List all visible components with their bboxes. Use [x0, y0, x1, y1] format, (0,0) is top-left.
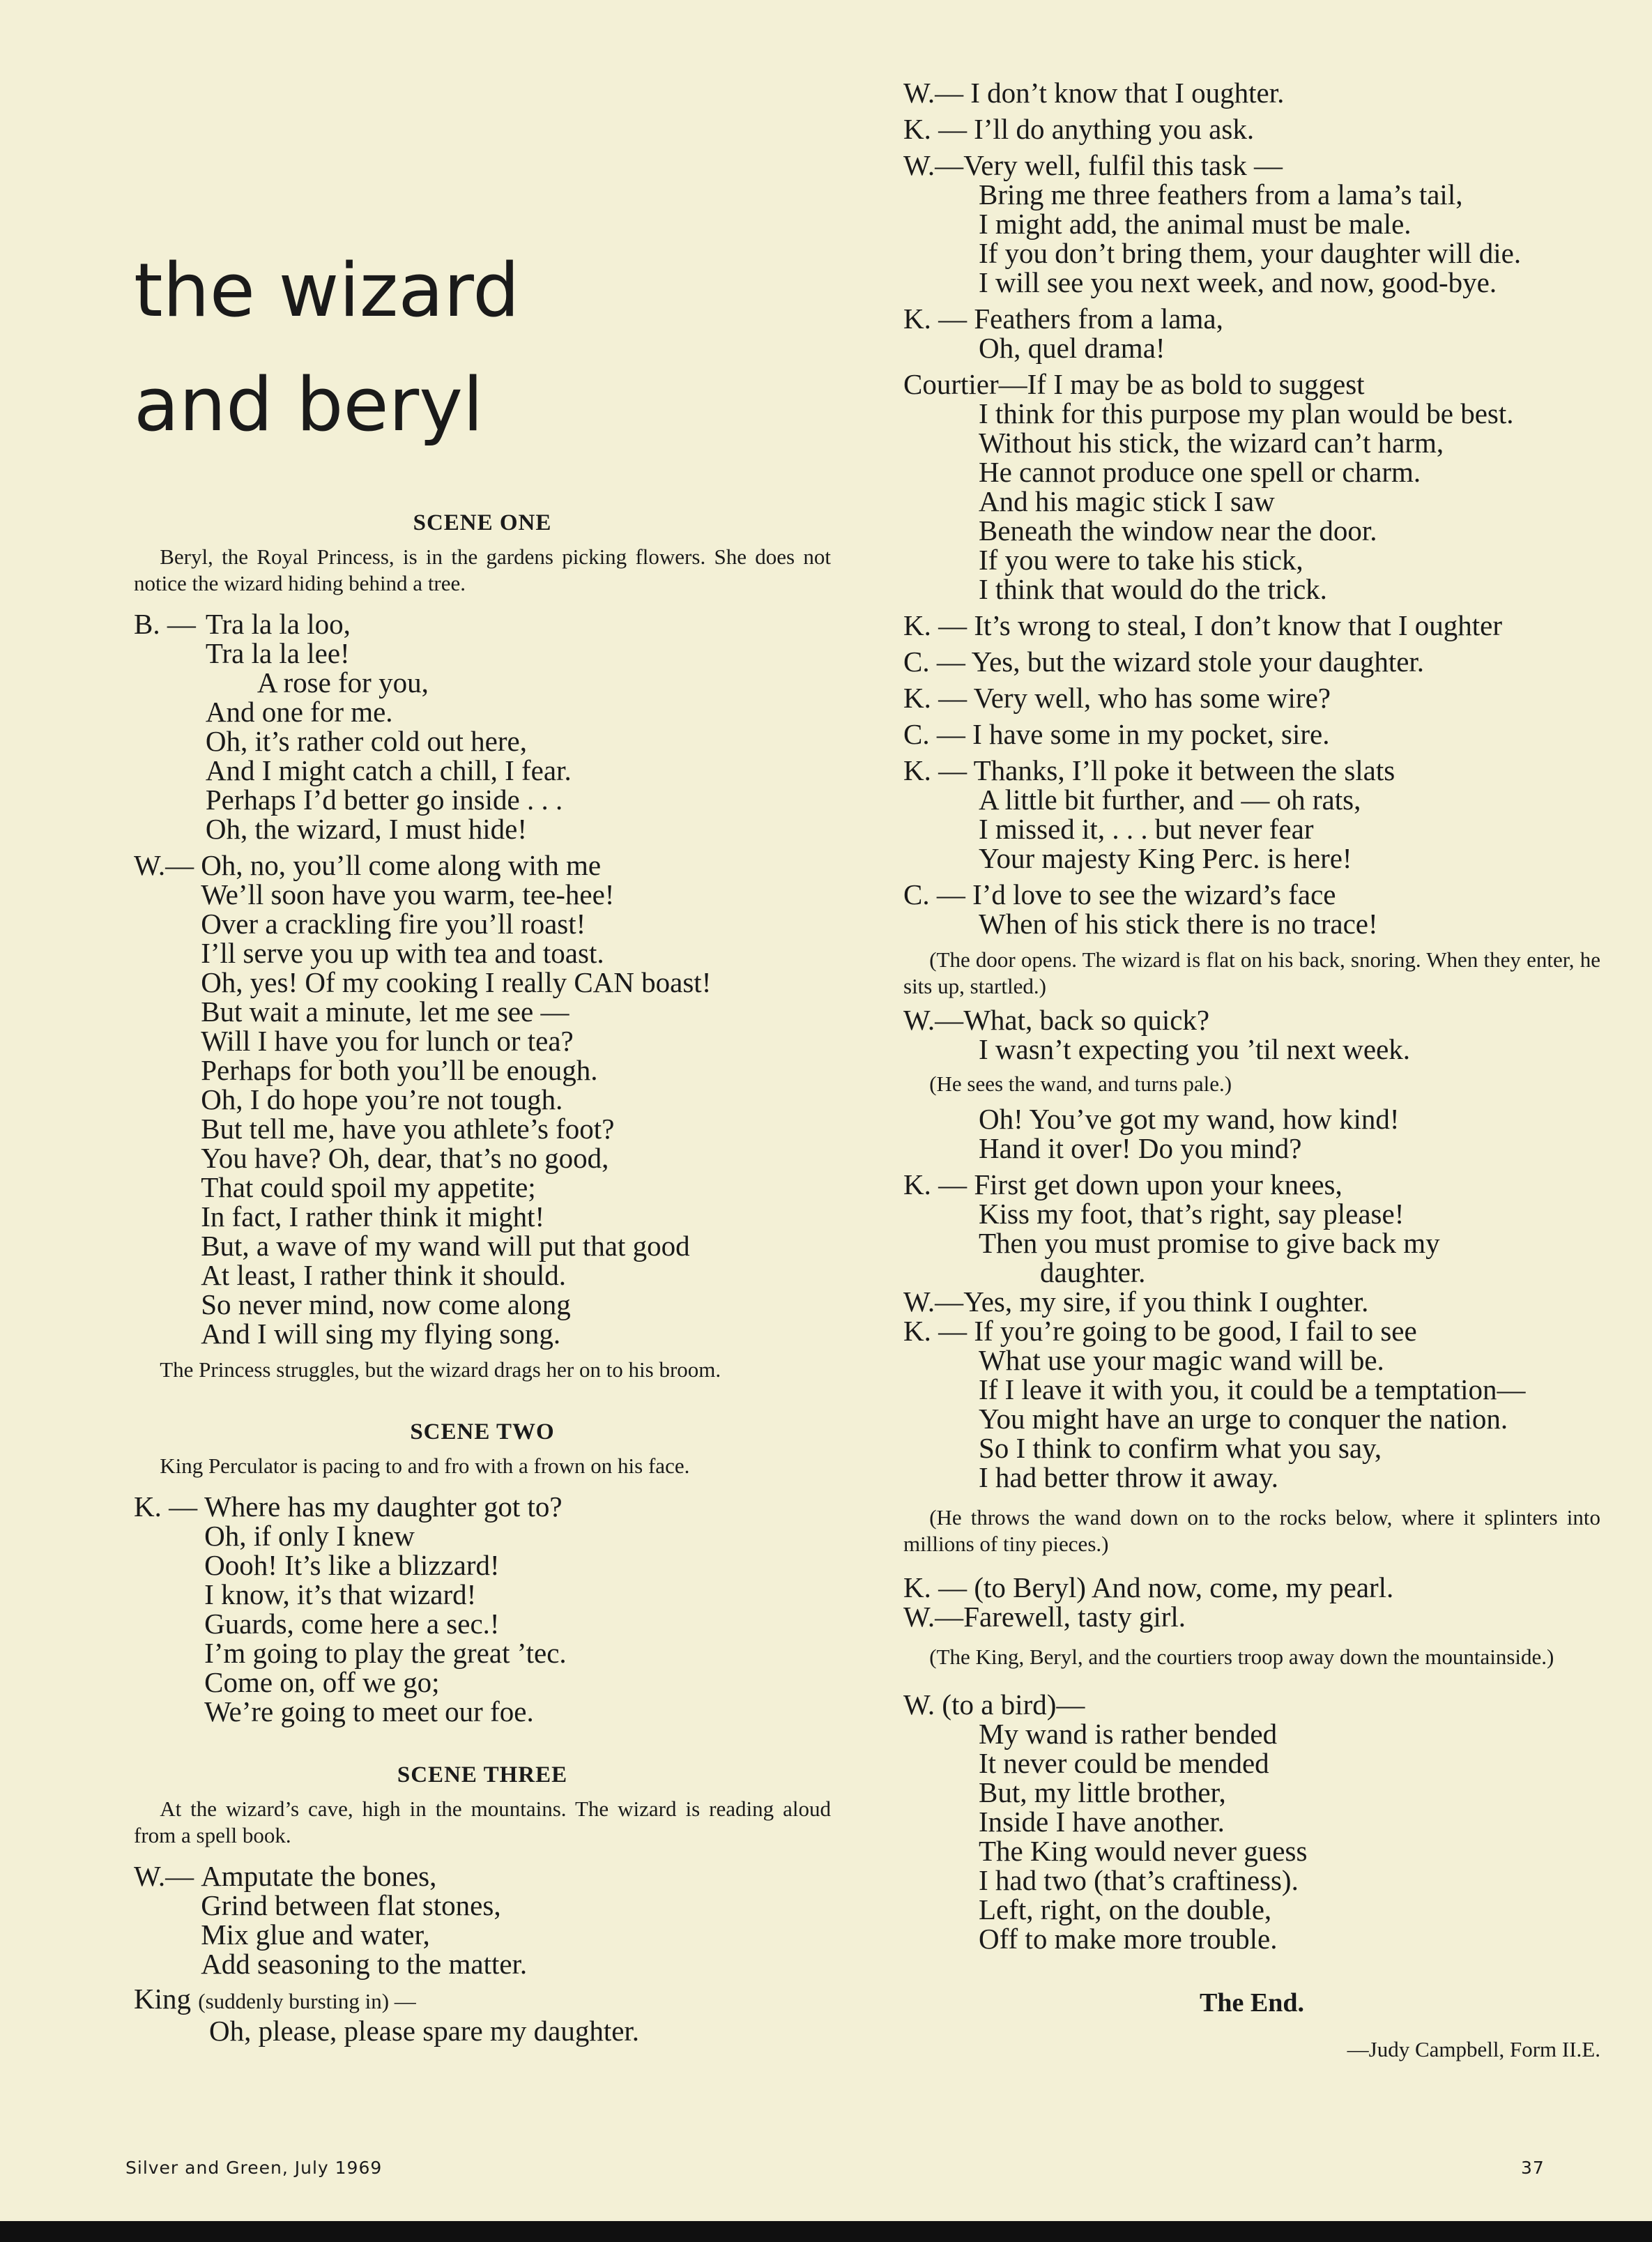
- verse-line: Grind between flat stones,: [201, 1889, 501, 1921]
- speaker-label: W.—: [903, 77, 964, 109]
- speaker-label: K. —: [903, 1168, 968, 1200]
- verse-line: Perhaps for both you’ll be enough.: [201, 1054, 598, 1086]
- stage-direction: (The door opens. The wizard is flat on his back, snoring. When they enter, he sits up, startled.): [903, 947, 1600, 998]
- verse-line: Oh, the wizard, I must hide!: [205, 813, 527, 845]
- title-line-2: and beryl: [134, 362, 484, 448]
- verse-line: Oooh! It’s like a blizzard!: [204, 1549, 500, 1581]
- verse-line: Yes, but the wizard stole your daughter.: [971, 646, 1425, 678]
- speech-wizard-wand: [903, 1104, 1600, 1163]
- verse-line: Very well, fulfil this task —: [963, 149, 1283, 181]
- speech-line: [903, 647, 1600, 676]
- verse-line: Without his stick, the wizard can’t harm,: [979, 427, 1444, 459]
- verse-line: I’m going to play the great ’tec.: [204, 1637, 567, 1669]
- verse-line: A little bit further, and — oh rats,: [979, 784, 1361, 816]
- speaker-label: King: [134, 1983, 191, 2015]
- verse-line: What, back so quick?: [963, 1004, 1210, 1036]
- speech-line: [903, 683, 1600, 712]
- speech-king-slats: [903, 756, 1600, 873]
- left-column: [134, 508, 831, 2045]
- verse-line: The King would never guess: [979, 1835, 1308, 1867]
- speaker-label: W.—: [903, 1004, 964, 1036]
- speaker-label: Courtier—: [903, 368, 1027, 400]
- verse-line: I missed it, . . . but never fear: [979, 813, 1314, 845]
- speech-first-line: [903, 1316, 1600, 1345]
- verse-line: Oh, yes! Of my cooking I really CAN boast!: [201, 966, 712, 998]
- verse-line: I wasn’t expecting you ’til next week.: [979, 1033, 1411, 1065]
- verse-line: Then you must promise to give back my: [979, 1227, 1440, 1259]
- verse-line: Over a crackling fire you’ll roast!: [201, 908, 586, 940]
- title-line-1: the wizard: [134, 247, 520, 333]
- verse-line: Tra la la loo,: [205, 608, 351, 640]
- scene-three-stage-direction: At the wizard’s cave, high in the mountains. The wizard is reading aloud from a spell book.: [134, 1797, 831, 1847]
- verse-line: Inside I have another.: [979, 1806, 1225, 1838]
- verse-line: It never could be mended: [979, 1747, 1269, 1779]
- verse-line: Farewell, tasty girl.: [963, 1601, 1186, 1633]
- speaker-label: K. —: [903, 303, 968, 335]
- verse-line: Amputate the bones,: [201, 1860, 437, 1892]
- the-end-label: The End.: [1200, 1988, 1304, 2018]
- speech-first-line: [903, 1602, 1600, 1631]
- speech-wizard-bird: [903, 1690, 1600, 1953]
- verse-line: I don’t know that I oughter.: [970, 77, 1285, 109]
- verse-line: Hand it over! Do you mind?: [979, 1132, 1302, 1164]
- speaker-label: K. —: [903, 1571, 968, 1603]
- verse-line: I will see you next week, and now, good-bye.: [979, 266, 1497, 298]
- verse-line: Guards, come here a sec.!: [204, 1608, 500, 1640]
- stage-direction: (He throws the wand down on to the rocks below, where it splinters into millions of tiny pieces.): [903, 1505, 1600, 1556]
- king-speaker-line: [134, 1984, 831, 2016]
- verse-line: Bring me three feathers from a lama’s tail,: [979, 178, 1463, 211]
- speech-courtier: [903, 369, 1600, 604]
- verse-line: But, a wave of my wand will put that good: [201, 1230, 690, 1262]
- verse-line: I know, it’s that wizard!: [204, 1578, 477, 1610]
- verse-line: Oh, no, you’ll come along with me: [201, 849, 602, 881]
- verse-line: It’s wrong to steal, I don’t know that I oughter: [974, 609, 1502, 641]
- verse-line: I might add, the animal must be male.: [979, 208, 1412, 240]
- footer-publication: Silver and Green, July 1969: [125, 2158, 383, 2178]
- page-number: 37: [1521, 2158, 1545, 2178]
- speaker-label: C. —: [903, 718, 965, 750]
- verse-line: I’ll serve you up with tea and toast.: [201, 937, 604, 969]
- speaker-label: C. —: [903, 646, 965, 678]
- scene-one-stage-direction: Beryl, the Royal Princess, is in the gardens picking flowers. She does not notice the wizard hiding behind a tree.: [134, 544, 831, 595]
- verse-line: First get down upon your knees,: [974, 1168, 1343, 1200]
- speaker-label: C. —: [903, 878, 965, 910]
- speech-beryl: [134, 609, 831, 844]
- speech-line: [903, 1287, 1600, 1316]
- speech-king-feathers: [903, 304, 1600, 363]
- verse-line: So never mind, now come along: [201, 1288, 571, 1320]
- verse-line: Kiss my foot, that’s right, say please!: [979, 1198, 1405, 1230]
- verse-line: My wand is rather bended: [979, 1718, 1278, 1750]
- verse-line: I think that would do the trick.: [979, 573, 1327, 605]
- speech-first-line: [903, 1287, 1600, 1316]
- verse-line: Add seasoning to the matter.: [201, 1948, 528, 1980]
- speech-first-line: [903, 304, 1600, 333]
- verse-line: Thanks, I’ll poke it between the slats: [973, 754, 1395, 786]
- speech-first-line: [903, 1573, 1600, 1602]
- speech-king-interrupt: [134, 1984, 831, 2045]
- speech-king-nation: [903, 1316, 1600, 1492]
- speech-first-line: [903, 151, 1600, 180]
- verse-line: If you were to take his stick,: [979, 544, 1303, 576]
- right-column: [903, 78, 1600, 2064]
- verse-line: At least, I rather think it should.: [201, 1259, 566, 1291]
- verse-line: In fact, I rather think it might!: [201, 1200, 545, 1233]
- verse-line: Oh, it’s rather cold out here,: [205, 725, 527, 757]
- page-title: [134, 234, 733, 462]
- verse-line: But tell me, have you athlete’s foot?: [201, 1113, 615, 1145]
- stage-direction: (The King, Beryl, and the courtiers troop away down the mountainside.): [929, 1645, 1554, 1669]
- verse-line: That could spoil my appetite;: [201, 1171, 536, 1203]
- verse-line: Feathers from a lama,: [974, 303, 1223, 335]
- speech-courtier-face: [903, 880, 1600, 938]
- verse-line: Come on, off we go;: [204, 1666, 440, 1698]
- speaker-label: K. —: [134, 1490, 198, 1523]
- speaker-label: K. —: [903, 609, 968, 641]
- speech-wizard: [134, 851, 831, 1348]
- verse-line: When of his stick there is no trace!: [979, 908, 1378, 940]
- verse-line: But, my little brother,: [979, 1776, 1226, 1808]
- speech-wizard-task: [903, 151, 1600, 297]
- speech-first-line: [903, 719, 1600, 749]
- verse-line: (to Beryl) And now, come, my pearl.: [974, 1571, 1394, 1603]
- speech-line: [903, 1573, 1600, 1602]
- speech-first-line: [903, 611, 1600, 640]
- scene-three-heading: SCENE THREE: [397, 1762, 568, 1787]
- scene-two-stage-direction: King Perculator is pacing to and fro with a frown on his face.: [160, 1454, 690, 1478]
- stage-direction: (He sees the wand, and turns pale.): [929, 1072, 1232, 1096]
- scan-edge-band: [0, 2221, 1652, 2242]
- speech-first-line: [903, 1170, 1600, 1199]
- verse-line: I had two (that’s craftiness).: [979, 1864, 1299, 1896]
- scene-one-heading: SCENE ONE: [413, 510, 552, 535]
- verse-line: And I might catch a chill, I fear.: [205, 754, 572, 786]
- speech-wizard-startled: [903, 1005, 1600, 1064]
- verse-line: And one for me.: [205, 696, 393, 728]
- verse-line: And I will sing my flying song.: [201, 1318, 561, 1350]
- speech-line: [903, 78, 1600, 107]
- scene-two-heading: SCENE TWO: [410, 1419, 555, 1444]
- verse-line: Your majesty King Perc. is here!: [979, 842, 1352, 874]
- verse-line: Off to make more trouble.: [979, 1923, 1278, 1955]
- speech-line: [903, 611, 1600, 640]
- verse-line: I’d love to see the wizard’s face: [972, 878, 1336, 910]
- verse-line: But wait a minute, let me see —: [201, 996, 569, 1028]
- verse-line: I’ll do anything you ask.: [974, 113, 1255, 145]
- verse-line: Yes, my sire, if you think I oughter.: [963, 1286, 1369, 1318]
- verse-line: Where has my daughter got to?: [204, 1490, 563, 1523]
- scene-one-closing-direction: The Princess struggles, but the wizard drags her on to his broom.: [160, 1357, 721, 1382]
- verse-line: Oh, if only I knew: [204, 1520, 415, 1552]
- speech-king-knees: [903, 1170, 1600, 1287]
- verse-line: If I leave it with you, it could be a temptation—: [979, 1373, 1526, 1405]
- verse-line: And his magic stick I saw: [979, 485, 1275, 517]
- verse-line: He cannot produce one spell or charm.: [979, 456, 1421, 488]
- speaker-label: K. —: [903, 754, 968, 786]
- verse-line: If I may be as bold to suggest: [1027, 368, 1365, 400]
- verse-line: daughter.: [1040, 1256, 1146, 1288]
- verse-line: You might have an urge to conquer the nation.: [979, 1403, 1508, 1435]
- speaker-label: K. —: [903, 682, 968, 714]
- speaker-label: W.—: [903, 149, 964, 181]
- verse-line: If you don’t bring them, your daughter will die.: [979, 237, 1522, 269]
- speaker-label: K. —: [903, 1315, 968, 1347]
- verse-line: Tra la la lee!: [205, 637, 350, 669]
- verse-line: Oh! You’ve got my wand, how kind!: [979, 1103, 1400, 1135]
- verse-line: So I think to confirm what you say,: [979, 1432, 1382, 1464]
- speech-first-line: [903, 1005, 1600, 1035]
- verse-line: Oh, quel drama!: [979, 332, 1165, 364]
- speaker-label: W.—: [134, 849, 194, 881]
- verse-line: I think for this purpose my plan would be best.: [979, 397, 1514, 429]
- speech-first-line: [903, 369, 1600, 399]
- verse-line: A rose for you,: [257, 666, 429, 699]
- speaker-label: K. —: [903, 113, 968, 145]
- verse-line: We’ll soon have you warm, tee-hee!: [201, 878, 615, 910]
- speaker-label: W.—: [903, 1601, 964, 1633]
- verse-line: We’re going to meet our foe.: [204, 1695, 534, 1728]
- speaker-label: W.—: [134, 1860, 194, 1892]
- verse-line: You have? Oh, dear, that’s no good,: [201, 1142, 609, 1174]
- verse-line: Left, right, on the double,: [979, 1893, 1272, 1925]
- speech-first-line: [903, 647, 1600, 676]
- verse-line: Beneath the window near the door.: [979, 514, 1377, 547]
- verse-line: Perhaps I’d better go inside . . .: [205, 784, 563, 816]
- verse-line: Very well, who has some wire?: [973, 682, 1331, 714]
- speech-first-line: [903, 880, 1600, 909]
- author-credit: —Judy Campbell, Form II.E.: [1347, 2037, 1600, 2061]
- verse-line: Oh, I do hope you’re not tough.: [201, 1083, 563, 1115]
- speech-king: [134, 1492, 831, 1726]
- speech-line: [903, 719, 1600, 749]
- verse-line: If you’re going to be good, I fail to see: [974, 1315, 1417, 1347]
- speech-line: [903, 114, 1600, 144]
- speaker-label: W. (to a bird)—: [903, 1688, 1085, 1721]
- verse-line: I have some in my pocket, sire.: [972, 718, 1330, 750]
- speaker-label: B. —: [134, 608, 196, 640]
- verse-line: What use your magic wand will be.: [979, 1344, 1384, 1376]
- speech-first-line: [903, 756, 1600, 785]
- speech-line: [903, 1602, 1600, 1631]
- verse-line: Will I have you for lunch or tea?: [201, 1025, 574, 1057]
- speech-first-line: [903, 683, 1600, 712]
- verse-line: Oh, please, please spare my daughter.: [209, 2015, 640, 2047]
- verse-line: Mix glue and water,: [201, 1919, 430, 1951]
- speech-wizard-spell: [134, 1861, 831, 1978]
- stage-direction-inline: (suddenly bursting in) —: [198, 1989, 416, 2013]
- speaker-label: W.—: [903, 1286, 964, 1318]
- verse-line: I had better throw it away.: [979, 1461, 1278, 1493]
